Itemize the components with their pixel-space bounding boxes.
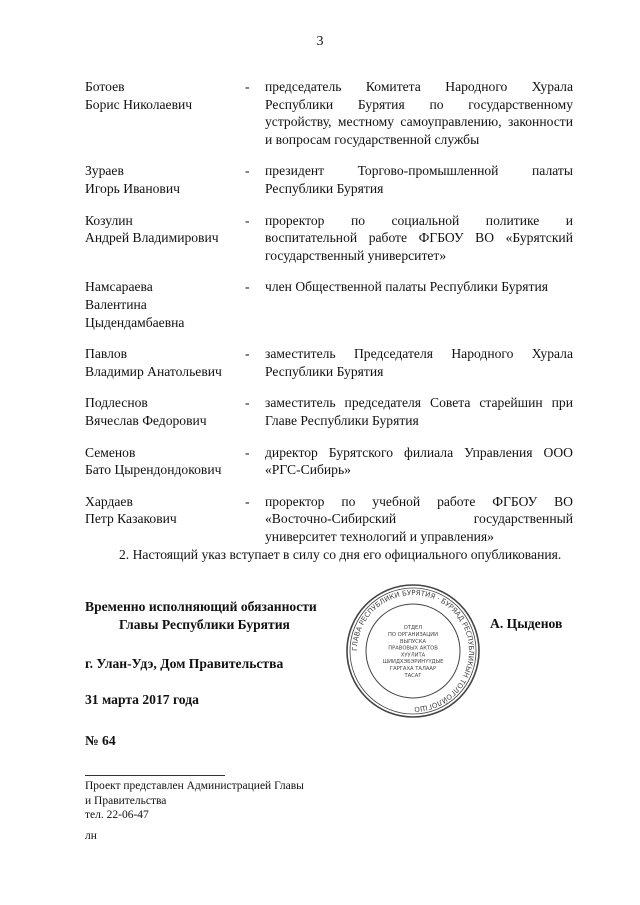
member-name-line: Зураев (85, 163, 124, 179)
member-dash: - (245, 279, 250, 295)
official-seal (345, 583, 481, 719)
member-role: директор Бурятского филиала Управления ООО «РГС-Сибирь» (265, 444, 573, 478)
member-role: проректор по социальной политике и воспитательной работе ФГБОУ ВО «Бурятский государственный университет» (265, 212, 573, 263)
footer-divider (85, 775, 225, 776)
seal-center-line: ПРАВОВЫХ АКТОВ (388, 645, 438, 652)
member-name (85, 394, 245, 429)
decree-number: № 64 (85, 733, 116, 748)
member-role: президент Торгово-промышленной палаты Республики Бурятия (265, 163, 573, 196)
member-row (85, 493, 573, 546)
member-role: заместитель Председателя Народного Хурала Республики Бурятия (265, 346, 573, 379)
member-name (85, 162, 245, 197)
signatory-position-line1: Временно исполняющий обязанности (85, 599, 317, 614)
member-list (85, 78, 573, 559)
member-dash: - (245, 163, 250, 179)
member-name (85, 345, 245, 380)
signatory-name: А. Цыденов (490, 616, 563, 631)
seal-center-line: ХУУЛИТА (400, 652, 426, 659)
member-dash: - (245, 212, 250, 228)
member-role: председатель Комитета Народного Хурала Республики Бурятия по государственному устройству, местному самоуправлению, законности и вопросам государственной службы (265, 79, 573, 147)
member-name-line: Валентина (85, 296, 147, 312)
member-row (85, 162, 573, 197)
seal-center-line: ПО ОРГАНИЗАЦИИ (387, 632, 439, 638)
footer-line: тел. 22-06-47 (85, 809, 149, 821)
member-row (85, 345, 573, 380)
member-name (85, 212, 245, 265)
member-row (85, 278, 573, 331)
member-name-line: Игорь Иванович (85, 180, 180, 196)
member-name-line: Бато Цырендондокович (85, 462, 222, 478)
member-row (85, 78, 573, 148)
member-dash: - (245, 79, 250, 94)
signatory-position (85, 598, 317, 634)
member-name-line: Борис Николаевич (85, 96, 193, 112)
page-number: 3 (316, 34, 324, 49)
member-name (85, 278, 245, 331)
signing-place: г. Улан-Удэ, Дом Правительства (85, 656, 284, 671)
footer-note (85, 779, 304, 823)
signatory-position-line2: Главы Республики Бурятия (119, 617, 290, 632)
seal-center-line: ШИИДХЭБЭРИНҮҮДЫЕ (382, 659, 444, 666)
effective-clause: 2. Настоящий указ вступает в силу со дня его официального опубликования. (119, 547, 562, 562)
seal-center-line: ГАРГАХА ТАЛААР (389, 666, 437, 672)
member-name (85, 444, 245, 479)
member-name-line: Павлов (85, 346, 128, 362)
member-name-line: Козулин (85, 212, 133, 228)
member-name (85, 493, 245, 546)
member-name-line: Вячеслав Федорович (85, 412, 207, 428)
footer-line: и Правительства (85, 794, 167, 807)
member-name-line: Ботоев (85, 79, 125, 94)
member-name-line: Намсараева (85, 279, 153, 295)
member-name-line: Семенов (85, 444, 136, 460)
member-name-line: Цыдендамбаевна (85, 314, 185, 330)
signing-date: 31 марта 2017 года (85, 692, 199, 707)
member-name (85, 78, 245, 148)
svg-text:ГЛАВА РЕСПУБЛИКИ БУРЯТИЯ · БУР: ГЛАВА РЕСПУБЛИКИ БУРЯТИЯ · БУРЯАД РЕСПУБЛИКЫН ТОЛГОЙЛОГШО (350, 588, 476, 714)
member-role: заместитель председателя Совета старейшин при Главе Республики Бурятия (265, 395, 573, 428)
member-role: проректор по учебной работе ФГБОУ ВО «Восточно-Сибирский государственный университет технологий и управления» (265, 493, 573, 544)
member-name-line: Подлеснов (85, 395, 148, 411)
seal-center-line: ВЫПУСКА (399, 638, 427, 645)
executor-initials: лн (85, 830, 97, 842)
seal-center-line: ТАСАГ (404, 672, 422, 679)
member-name-line: Владимир Анатольевич (85, 363, 222, 379)
member-dash: - (245, 395, 250, 411)
member-dash: - (245, 346, 250, 362)
member-role: член Общественной палаты Республики Бурятия (265, 279, 549, 295)
member-row (85, 394, 573, 429)
member-row (85, 212, 573, 265)
member-row (85, 444, 573, 479)
member-name-line: Петр Казакович (85, 511, 177, 527)
member-name-line: Андрей Владимирович (85, 230, 219, 246)
member-dash: - (245, 444, 250, 460)
member-name-line: Хардаев (85, 493, 133, 509)
member-dash: - (245, 493, 250, 509)
footer-line: Проект представлен Администрацией Главы (85, 780, 304, 792)
seal-center-line: ОТДЕЛ (403, 625, 423, 632)
